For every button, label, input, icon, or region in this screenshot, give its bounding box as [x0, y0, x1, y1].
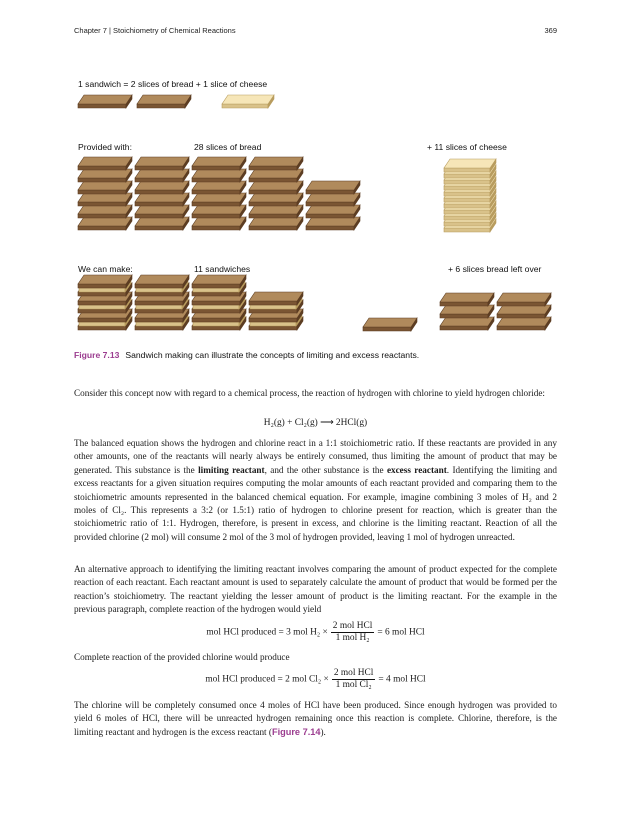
- make-label: We can make:: [78, 264, 133, 274]
- paragraph-limiting-reactant: [74, 437, 557, 544]
- bread-slice: [78, 193, 132, 206]
- cheese-count-label: + 11 slices of cheese: [427, 142, 507, 152]
- bread-slice: [135, 275, 189, 288]
- bread-slice: [78, 217, 132, 230]
- bread-slice: [440, 305, 494, 318]
- eq2-left: mol HCl produced = 3 mol H₂ ×: [206, 627, 328, 638]
- paragraph-conclusion: [74, 699, 557, 739]
- cheese-slice: [444, 159, 496, 172]
- bread-slice: [306, 205, 360, 218]
- caption-text: Sandwich making can illustrate the concepts of limiting and excess reactants.: [125, 350, 420, 360]
- paragraph-alternative-approach: An alternative approach to identifying the limiting reactant involves comparing the amount of product expected for the complete reaction of each reactant. Each reactant amount is used to separately calculate the amount of product that would be formed per the reaction’s stoichiometry. The reactant yielding the lesser amount of product is the limiting reactant. For the example in the previous paragraph, complete reaction of the hydrogen would yield: [74, 564, 557, 615]
- bread-slice: [78, 275, 132, 288]
- bread-slice: [306, 181, 360, 194]
- bread-slice: [249, 193, 303, 206]
- bread-slice: [192, 169, 246, 182]
- bread-slice: [78, 205, 132, 218]
- bread-slice: [440, 293, 494, 306]
- eq3-left: mol HCl produced = 2 mol Cl₂ ×: [205, 674, 329, 685]
- figure-number: Figure 7.13: [74, 350, 120, 360]
- chlorine-calculation: [74, 668, 557, 691]
- bread-slice: [192, 275, 246, 288]
- paragraph-intro: Consider this concept now with regard to a chemical process, the reaction of hydrogen with chlorine to yield hydrogen chloride:: [74, 388, 545, 398]
- bread-slice: [135, 169, 189, 182]
- figure-caption: [74, 350, 419, 360]
- sandwich-illustration: [0, 0, 630, 345]
- term-limiting-reactant: limiting reactant: [198, 464, 265, 475]
- p5-text-b: ).: [320, 726, 326, 737]
- bread-slice: [135, 181, 189, 194]
- bread-slice: [363, 318, 417, 331]
- sandwich-count-label: 11 sandwiches: [194, 264, 251, 274]
- cheese-slice: [222, 95, 274, 108]
- reaction-equation: H₂(g) + Cl₂(g) ⟶ 2HCl(g): [263, 418, 368, 428]
- bread-slice: [135, 193, 189, 206]
- bread-slice: [249, 169, 303, 182]
- bread-slice: [249, 157, 303, 170]
- bread-slice: [192, 217, 246, 230]
- page-number: 369: [544, 26, 557, 35]
- provided-label: Provided with:: [78, 142, 132, 152]
- bread-slice: [135, 157, 189, 170]
- eq2-right: = 6 mol HCl: [377, 627, 425, 638]
- bread-slice: [78, 181, 132, 194]
- p2-text-c: . Identifying the limiting and excess reactants for a given situation requires computing the molar amounts of each reactant provided and comparing them to the stoichiometric amounts represented in the balanced chemical equation. For example, imagine combining 3 moles of H₂ and 2 moles of Cl₂. This represents a 3:2 (or 1.5:1) ratio of hydrogen to chlorine present for reaction, which is greater than the stoichiometric ratio of 1:1. Hydrogen, therefore, is present in excess, and chlorine is the limiting reactant. Reaction of all the provided chlorine (2 mol) will consume 2 mol of the 3 mol of hydrogen provided, leaving 1 mol of hydrogen unreacted.: [74, 464, 557, 542]
- bread-slice: [137, 95, 191, 108]
- figure-7-14-link[interactable]: Figure 7.14: [271, 726, 321, 737]
- eq3-numerator: 2 mol HCl: [333, 668, 374, 678]
- sandwich-definition-label: 1 sandwich = 2 slices of bread + 1 slice of cheese: [78, 79, 268, 89]
- bread-slice: [135, 217, 189, 230]
- paragraph-chlorine: Complete reaction of the provided chlorine would produce: [74, 652, 290, 662]
- eq2-numerator: 2 mol HCl: [332, 621, 373, 631]
- hydrogen-calculation: [74, 621, 557, 644]
- eq2-denominator: 1 mol H₂: [335, 633, 370, 643]
- p2-text-b: , and the other substance is the: [264, 464, 387, 475]
- bread-slice: [135, 205, 189, 218]
- bread-slice: [497, 317, 551, 330]
- bread-slice: [249, 181, 303, 194]
- eq3-fraction: [332, 668, 376, 691]
- bread-slice: [192, 157, 246, 170]
- bread-slice: [192, 181, 246, 194]
- bread-slice: [192, 193, 246, 206]
- bread-slice: [249, 205, 303, 218]
- bread-slice: [78, 169, 132, 182]
- bread-count-label: 28 slices of bread: [194, 142, 262, 152]
- leftover-label: + 6 slices bread left over: [448, 264, 542, 274]
- bread-slice: [249, 292, 303, 305]
- chapter-header: Chapter 7 | Stoichiometry of Chemical Reactions: [74, 26, 236, 35]
- bread-slice: [440, 317, 494, 330]
- p2-text-a: The balanced equation shows the hydrogen and chlorine react in a 1:1 stoichiometric ratio. If these reactants are provided in any other amounts, one of the reactants will nearly always be entirely consumed, thus limiting the amount of product that may be generated. This substance is the: [74, 438, 557, 475]
- bread-slice: [306, 193, 360, 206]
- bread-slice: [78, 95, 132, 108]
- bread-slice: [497, 293, 551, 306]
- p5-text-a: The chlorine will be completely consumed once 4 moles of HCl have been produced. Since enough hydrogen was provided to yield 6 moles of HCl, there will be unreacted hydrogen remaining once this reaction is complete. Chlorine, therefore, is the limiting reactant and hydrogen is the excess reactant (: [74, 700, 557, 737]
- eq2-fraction: [331, 621, 375, 644]
- bread-slice: [306, 217, 360, 230]
- bread-slice: [249, 217, 303, 230]
- term-excess-reactant: excess reactant: [386, 464, 447, 475]
- bread-slice: [192, 205, 246, 218]
- bread-slice: [497, 305, 551, 318]
- eq3-denominator: 1 mol Cl₂: [335, 680, 372, 690]
- bread-slice: [78, 157, 132, 170]
- eq3-right: = 4 mol HCl: [378, 674, 426, 685]
